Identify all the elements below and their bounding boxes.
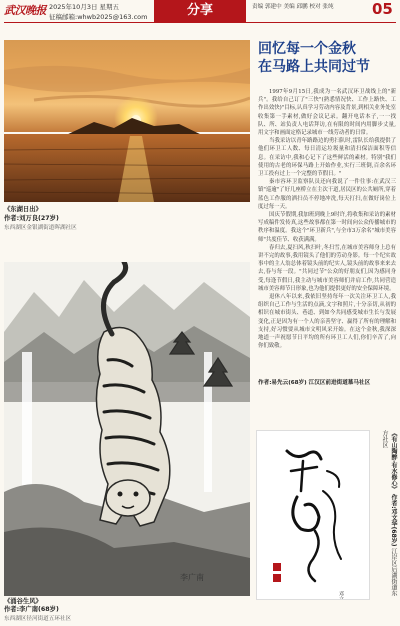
- photo1-affiliation: 东西湖区金银湖街道晖湖社区: [4, 225, 77, 231]
- header-divider: [4, 22, 396, 23]
- tiger-drawing: [4, 262, 250, 596]
- sunrise-photo-illustration: [4, 40, 250, 202]
- photo2-title: 《涌谷生风》: [4, 598, 42, 605]
- article-paragraph: 退休八年以来,我依旧坚持每年一次关注环卫工人,我组织自己工作与生活的点滴,文字和照片,十分亲切,从初的相识在城市街头、巷道、到如今共同感受城市生长与发展变化,正是因为有一个人的亲善坚守、赢得了所有的理解和支持,好习惯要从城市文明风采开始。在这个金秋,我深深地道一声祝愿节日平均的所有环卫工人们,你们辛苦了,向你们致敬。: [258, 294, 396, 350]
- photo1-title: 《东湖日出》: [4, 206, 42, 213]
- calligraphy-strokes: [257, 431, 369, 599]
- article-author: 作者:易先云(68岁) 江汉区前进街道慕马社区: [258, 380, 371, 386]
- article-paragraph: 当我采访以青年路路边的勇扫队时,雷队长给我提供了他们环卫工人数、每日清运垃圾量和清扫保洁面积等信息。在采访中,我和心记下了这些鲜活的素材。特别"我们使用的古老的环保马路上开始作业,实行三班倒,百余名环卫工投有过上一个完整的节假日。": [258, 138, 396, 178]
- calligraphy-artist-signature: 邓文华: [338, 591, 344, 599]
- article-body: [258, 88, 396, 351]
- calligraphy-caption: [370, 430, 398, 598]
- article-paragraph: 春归去,夏扫风,秋扫叶,冬扫雪,在城市美容师身上总有讲不完的故事,我用镜头了他们的劳动身影。每一个纪实故事中的主人翁总体着镜头前的纪实人,镜头前的故事来来去去,春与每一段。"共同过节"公众的好朋友们,因为感同身受,每逢节假日,我主动与城市美容师们并肩工作,共同营造城市美容师节日形象,也为他们提供更好的安全保障环境。: [258, 244, 396, 292]
- article-title: [258, 40, 398, 76]
- sunrise-photo: [4, 40, 250, 202]
- tiger-artist-signature: 李广南: [180, 573, 204, 582]
- submission-email: 征稿邮箱:whwb2025@163.com: [49, 13, 148, 21]
- photo2-affiliation: 东西湖区径河街道五环社区: [4, 616, 72, 622]
- article-title-line1: 回忆每一个金秋: [258, 41, 356, 57]
- article-paragraph: 秦市容环卫监察队员还向我说了一件往事:在武汉三镇"巡逾"了好几座桥立在主次干道,居民区的公共厕所,穿着蓝色工作服的洒扫员不停地冲洗,每天打扫,在做好岗位上度过每一天。: [258, 179, 396, 210]
- article-paragraph: 1997年9月15日,我成为一名武汉环卫战线上的"新兵"。我给自己订了"三快"(熟悉情况快、工作上路快、工作出效快)"目标,认真学习劳动内容及背景,到相关业务处室收集第一手素材,做好会议记录。翻开电话本子,一一找队、所、站负责人电话拜访,在有限的时间内用脚步丈量,用文字和画面定格记录城市一线劳动者的日常。: [258, 89, 396, 137]
- article-title-line2: 在马路上共同过节: [258, 59, 370, 75]
- page-number: 05: [372, 0, 393, 18]
- article-paragraph: 国庆节假期,我加班到晚上9时许,将收集和采访的素材写成稿件发传真,这些故事都在第一时间向公众传播城市的秩序和温度。我这个"环卫新兵",与全市3万余名"城市美容师"共度佳节、收获满满。: [258, 212, 396, 243]
- section-title: 分享: [154, 0, 246, 22]
- calligraphy-artwork: [256, 430, 370, 600]
- calligraphy-title: 《有山陶醉·有水修心》: [390, 430, 397, 493]
- editor-credits: 责编 郭建中 美编 邱鹏 校对 张纯: [252, 4, 334, 10]
- photo1-author: 作者:刘万良(27岁): [4, 215, 59, 222]
- newspaper-masthead: 武汉晚报: [4, 4, 46, 17]
- calligraphy-affiliation: 江岸区后湖街道东方社区: [381, 430, 397, 597]
- tiger-drawing-illustration: [4, 262, 250, 596]
- photo2-author: 作者:李广南(68岁): [4, 606, 59, 613]
- calligraphy-author: 作者:邓文华(68岁): [390, 494, 397, 547]
- issue-date: 2025年10月3日 星期五: [49, 3, 120, 11]
